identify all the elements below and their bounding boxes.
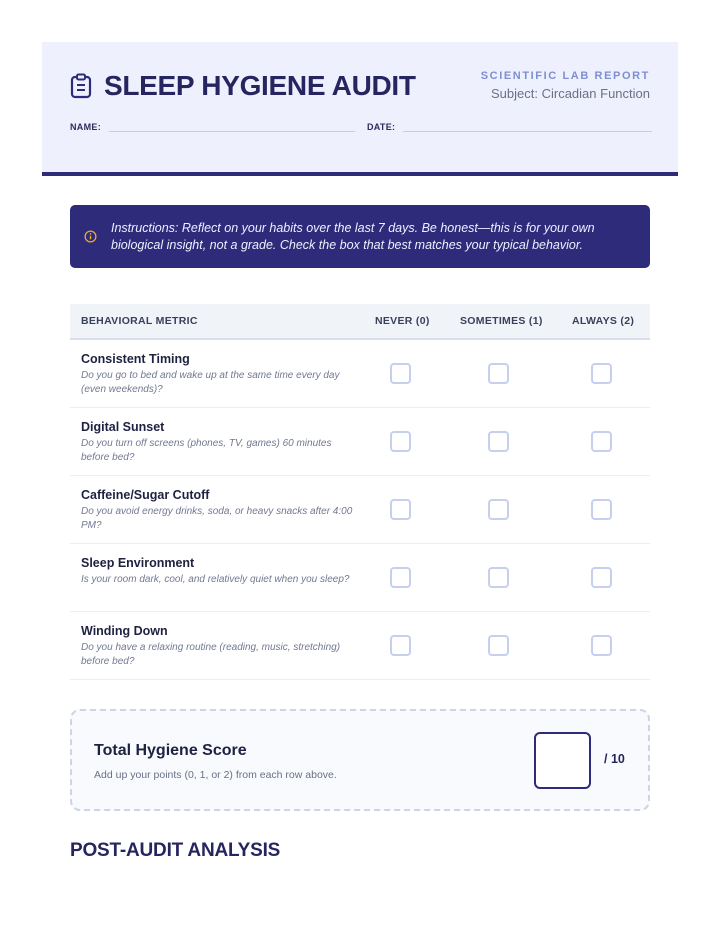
table-header: [70, 304, 650, 340]
always-checkbox[interactable]: [591, 363, 612, 384]
analysis-heading: POST-AUDIT ANALYSIS: [70, 840, 281, 861]
always-checkbox[interactable]: [591, 635, 612, 656]
never-checkbox[interactable]: [390, 499, 411, 520]
name-field: [70, 122, 355, 132]
sometimes-checkbox[interactable]: [488, 635, 509, 656]
column-header-never: NEVER (0): [375, 315, 430, 327]
sometimes-checkbox[interactable]: [488, 363, 509, 384]
metric-description: Do you have a relaxing routine (reading, music, stretching) before bed?: [81, 642, 341, 667]
column-header-sometimes: SOMETIMES (1): [460, 315, 543, 327]
metric-title: Digital Sunset: [81, 420, 165, 434]
never-checkbox[interactable]: [390, 431, 411, 452]
always-checkbox[interactable]: [591, 431, 612, 452]
metric-description: Do you turn off screens (phones, TV, games) 60 minutes before bed?: [81, 438, 332, 463]
metric-title: Winding Down: [81, 624, 168, 638]
never-checkbox[interactable]: [390, 635, 411, 656]
score-hint: Add up your points (0, 1, or 2) from each row above.: [94, 769, 337, 781]
title-row: [70, 70, 416, 102]
never-checkbox[interactable]: [390, 567, 411, 588]
metric-title: Consistent Timing: [81, 352, 190, 366]
table-row: [70, 408, 650, 476]
never-checkbox[interactable]: [390, 363, 411, 384]
score-title: Total Hygiene Score: [94, 742, 247, 759]
table-row: [70, 612, 650, 680]
metric-title: Sleep Environment: [81, 556, 195, 570]
report-header: [42, 42, 678, 176]
column-header-always: ALWAYS (2): [572, 315, 635, 327]
metric-description: Is your room dark, cool, and relatively quiet when you sleep?: [81, 574, 350, 585]
instructions-text: Instructions: Reflect on your habits over the last 7 days. Be honest—this is for your own biological insight, not a grade. Check the box that best matches your typical behavior.: [111, 220, 595, 252]
score-input[interactable]: [534, 732, 591, 789]
page-title: SLEEP HYGIENE AUDIT: [104, 70, 416, 101]
instructions-banner: [70, 205, 650, 268]
date-label: DATE:: [367, 122, 396, 132]
report-subject: Subject: Circadian Function: [491, 86, 650, 101]
date-input-line[interactable]: [403, 131, 652, 132]
metric-description: Do you go to bed and wake up at the same time every day (even weekends)?: [81, 370, 340, 395]
sometimes-checkbox[interactable]: [488, 499, 509, 520]
audit-table: [70, 304, 650, 680]
table-row: [70, 340, 650, 408]
score-panel: [70, 709, 650, 811]
report-meta: [481, 70, 650, 101]
column-header-metric: BEHAVIORAL METRIC: [81, 315, 198, 327]
name-input-line[interactable]: [109, 131, 355, 132]
table-row: [70, 476, 650, 544]
date-field: [367, 122, 652, 132]
sometimes-checkbox[interactable]: [488, 431, 509, 452]
clipboard-icon: [70, 73, 92, 99]
metric-title: Caffeine/Sugar Cutoff: [81, 488, 210, 502]
info-icon: [84, 230, 97, 243]
always-checkbox[interactable]: [591, 567, 612, 588]
score-max-label: / 10: [604, 752, 625, 766]
always-checkbox[interactable]: [591, 499, 612, 520]
table-row: [70, 544, 650, 612]
report-label: SCIENTIFIC LAB REPORT: [480, 70, 650, 82]
name-label: NAME:: [70, 122, 101, 132]
sometimes-checkbox[interactable]: [488, 567, 509, 588]
metric-description: Do you avoid energy drinks, soda, or heavy snacks after 4:00 PM?: [81, 506, 353, 531]
